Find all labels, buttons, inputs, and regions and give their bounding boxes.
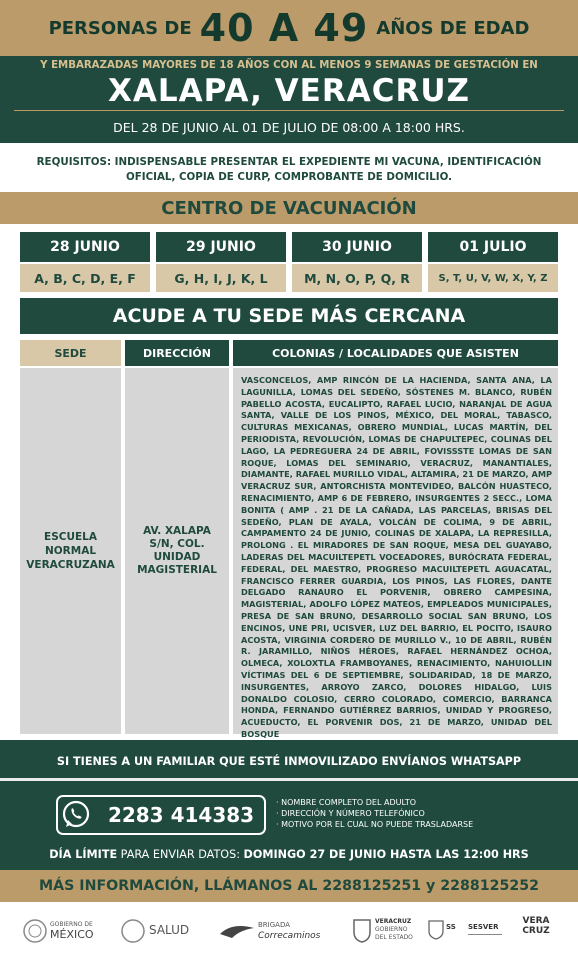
headline-prefix: PERSONAS DE	[48, 17, 192, 39]
gobierno-small: GOBIERNO DE	[50, 921, 93, 928]
ver-3: DEL ESTADO	[375, 934, 413, 941]
letters-30-junio: M, N, O, P, Q, R	[292, 264, 422, 292]
correcaminos-icon	[218, 920, 256, 942]
age-range: 40 A 49	[199, 6, 369, 50]
header-direccion: DIRECCIÓN	[125, 340, 229, 366]
letters-28-junio: A, B, C, D, E, F	[20, 264, 150, 292]
veracruz-shield-icon	[352, 918, 372, 944]
brigada-label: BRIGADA	[258, 921, 290, 929]
mexico-seal-icon	[22, 918, 48, 944]
colonias-cell: VASCONCELOS, AMP RINCÓN DE LA HACIENDA, SANTA ANA, LA LAGUNILLA, LOMAS DEL SEDEÑO, SÓSTENES M. BLANCO, RUBÉN PABELLO ACOSTA, EUCALIPTO, RAFAEL LUCIO, NARANJAL DE AGUA SANTA, VALLE DE LOS PINOS, MÉXICO, DEL MORAL, TABASCO, CULTURAS MEXICANAS, OBRERO MUNDIAL, LUCAS MARTÍN, DEL PERIODISTA, REVOLUCIÓN, LOMAS DE CHAPULTEPEC, COLINAS DEL LAGO, LA PEDREGUERA 24 DE ABRIL, FOVISSSTE LOMAS DE SAN ROQUE, LOMAS DEL SEMINARIO, VERACRUZ, MANANTIALES, DIAMANTE, RAFAEL MURILLO VIDAL, ALTAMIRA, 21 DE MARZO, AMP VERACRUZ SUR, ANTORCHISTA MONTEVIDEO, BALCÓN HUASTECO, RENACIMIENTO, AMP 6 DE FEBRERO, INSURGENTES 2 SECC., LOMA BONITA ( AMP . 21 DE LA CAÑADA, LAS PARCELAS, BRISAS DEL SEDEÑO, PLAN DE AYALA, VOLCÁN DE COLIMA, 9 DE ABRIL, CAMPAMENTO 24 DE JUNIO, COLINAS DE XALAPA, LA REPRESILLA, PROLONG . EL MIRADORES DE SAN ROQUE, MESA DEL GUAYABO, LADERAS DEL MACUILTEPETL VOCEADORES, BURÓCRATA FEDERAL, FEDERAL, DEL MAESTRO, PROGRESO MACUILTEPETL AGUACATAL, FRANCISCO FERRER GUARDIA, LOS PINOS, LAS FLORES, DANTE DELGADO RANAURO EL PORVENIR, OBRERO CAMPESINA, MAGISTERIAL, ADOLFO LÓPEZ MATEOS, EMPLEADOS MUNICIPALES, PRESA DE SAN BRUNO, DESARROLLO SOCIAL SAN BRUNO, LOS ENCINOS, UNE PRI, UCISVER, LUZ DEL BARRIO, EL POCITO, ISAURO ACOSTA, VIRGINIA CORDERO DE MURILLO V., 10 DE ABRIL, RUBÉN R. JARAMILLO, NIÑOS HÉROES, RAFAEL HERNÁNDEZ OCHOA, OLMECA, XOLOXTLA FRAMBOYANES, RENACIMIENTO, NAHUIOLLIN VÍCTIMAS DEL 6 DE SEPTIEMBRE, SOLIDARIDAD, 18 DE MARZO, INSURGENTES, ARROYO ZARCO, DOLORES HIDALGO, LUIS DONALDO COLOSIO, CERRO COLORADO, COMERCIO, BARRANCA HONDA, FERNANDO GUTIÉRREZ BARRIOS, UNIDAD Y PROGRESO, ACUEDUCTO, EL PORVENIR DOS, 21 DE MARZO, UNIDAD DEL BOSQUE	[233, 368, 558, 734]
divider	[14, 110, 564, 111]
whatsapp-icon	[60, 799, 92, 831]
more-info: MÁS INFORMACIÓN, LLÁMANOS AL 2288125251 y 2288125252	[0, 870, 578, 902]
headline-suffix: AÑOS DE EDAD	[376, 17, 530, 39]
salud-seal-icon	[120, 918, 146, 944]
whatsapp-phone[interactable]: 2283 414383	[107, 803, 255, 827]
requirements: REQUISITOS: INDISPENSABLE PRESENTAR EL EXPEDIENTE MI VACUNA, IDENTIFICACIÓN OFICIAL, COPIA DE CURP, COMPROBANTE DE DOMICILIO.	[36, 156, 542, 183]
list-item: · MOTIVO POR EL CUAL NO PUEDE TRASLADARSE	[276, 820, 474, 829]
salud-logo: SALUD	[149, 923, 190, 937]
whatsapp-prompt: SI TIENES A UN FAMILIAR QUE ESTÉ INMOVILIZADO ENVÍANOS WHATSAPP	[56, 754, 522, 768]
gobierno-big: MÉXICO	[50, 928, 94, 941]
list-item: · DIRECCIÓN Y NÚMERO TELEFÓNICO	[276, 809, 425, 818]
sesver-logo: SESVER	[468, 923, 502, 935]
day-28-junio: 28 JUNIO	[20, 232, 150, 262]
footer-logos	[0, 908, 578, 960]
centro-title: CENTRO DE VACUNACIÓN	[0, 192, 578, 224]
header-sede: SEDE	[20, 340, 121, 366]
deadline-label: DÍA LÍMITE	[49, 847, 118, 861]
sede-name: ESCUELA NORMAL VERACRUZANA	[26, 531, 115, 571]
letters-29-junio: G, H, I, J, K, L	[156, 264, 286, 292]
brigada-logo	[258, 920, 338, 946]
day-29-junio: 29 JUNIO	[156, 232, 286, 262]
veracruz-logo: VERA CRUZ	[522, 916, 550, 936]
divider	[0, 778, 578, 781]
direccion-cell	[125, 368, 229, 734]
day-01-julio: 01 JULIO	[428, 232, 558, 262]
direccion-text: AV. XALAPA S/N, COL. UNIDAD MAGISTERIAL	[137, 525, 217, 576]
ss-logo: SS	[446, 923, 456, 931]
dates-line: DEL 28 DE JUNIO AL 01 DE JULIO DE 08:00 A 18:00 HRS.	[113, 119, 465, 135]
ss-shield-icon	[428, 920, 444, 940]
deadline-date: DOMINGO 27 DE JUNIO HASTA LAS 12:00 HRS	[243, 847, 529, 861]
whatsapp-requirements	[276, 797, 556, 837]
day-30-junio: 30 JUNIO	[292, 232, 422, 262]
correcaminos-label: Correcaminos	[258, 931, 321, 941]
header-colonias: COLONIAS / LOCALIDADES QUE ASISTEN	[233, 340, 558, 366]
subtitle: Y EMBARAZADAS MAYORES DE 18 AÑOS CON AL MENOS 9 SEMANAS DE GESTACIÓN EN	[40, 59, 538, 71]
headline	[0, 0, 578, 56]
sede-cell	[20, 368, 121, 734]
ver-2: GOBIERNO	[375, 926, 408, 933]
gobierno-mexico-logo	[50, 920, 110, 946]
city-title: XALAPA, VERACRUZ	[108, 73, 470, 109]
list-item: · NOMBRE COMPLETO DEL ADULTO	[276, 798, 417, 807]
acude-banner: ACUDE A TU SEDE MÁS CERCANA	[20, 298, 558, 334]
ver-1: VERACRUZ	[375, 918, 412, 925]
deadline	[0, 842, 578, 866]
veracruz-gobierno-logo	[375, 918, 425, 948]
deadline-text: PARA ENVIAR DATOS:	[117, 847, 244, 861]
letters-01-julio: S, T, U, V, W, X, Y, Z	[428, 264, 558, 292]
